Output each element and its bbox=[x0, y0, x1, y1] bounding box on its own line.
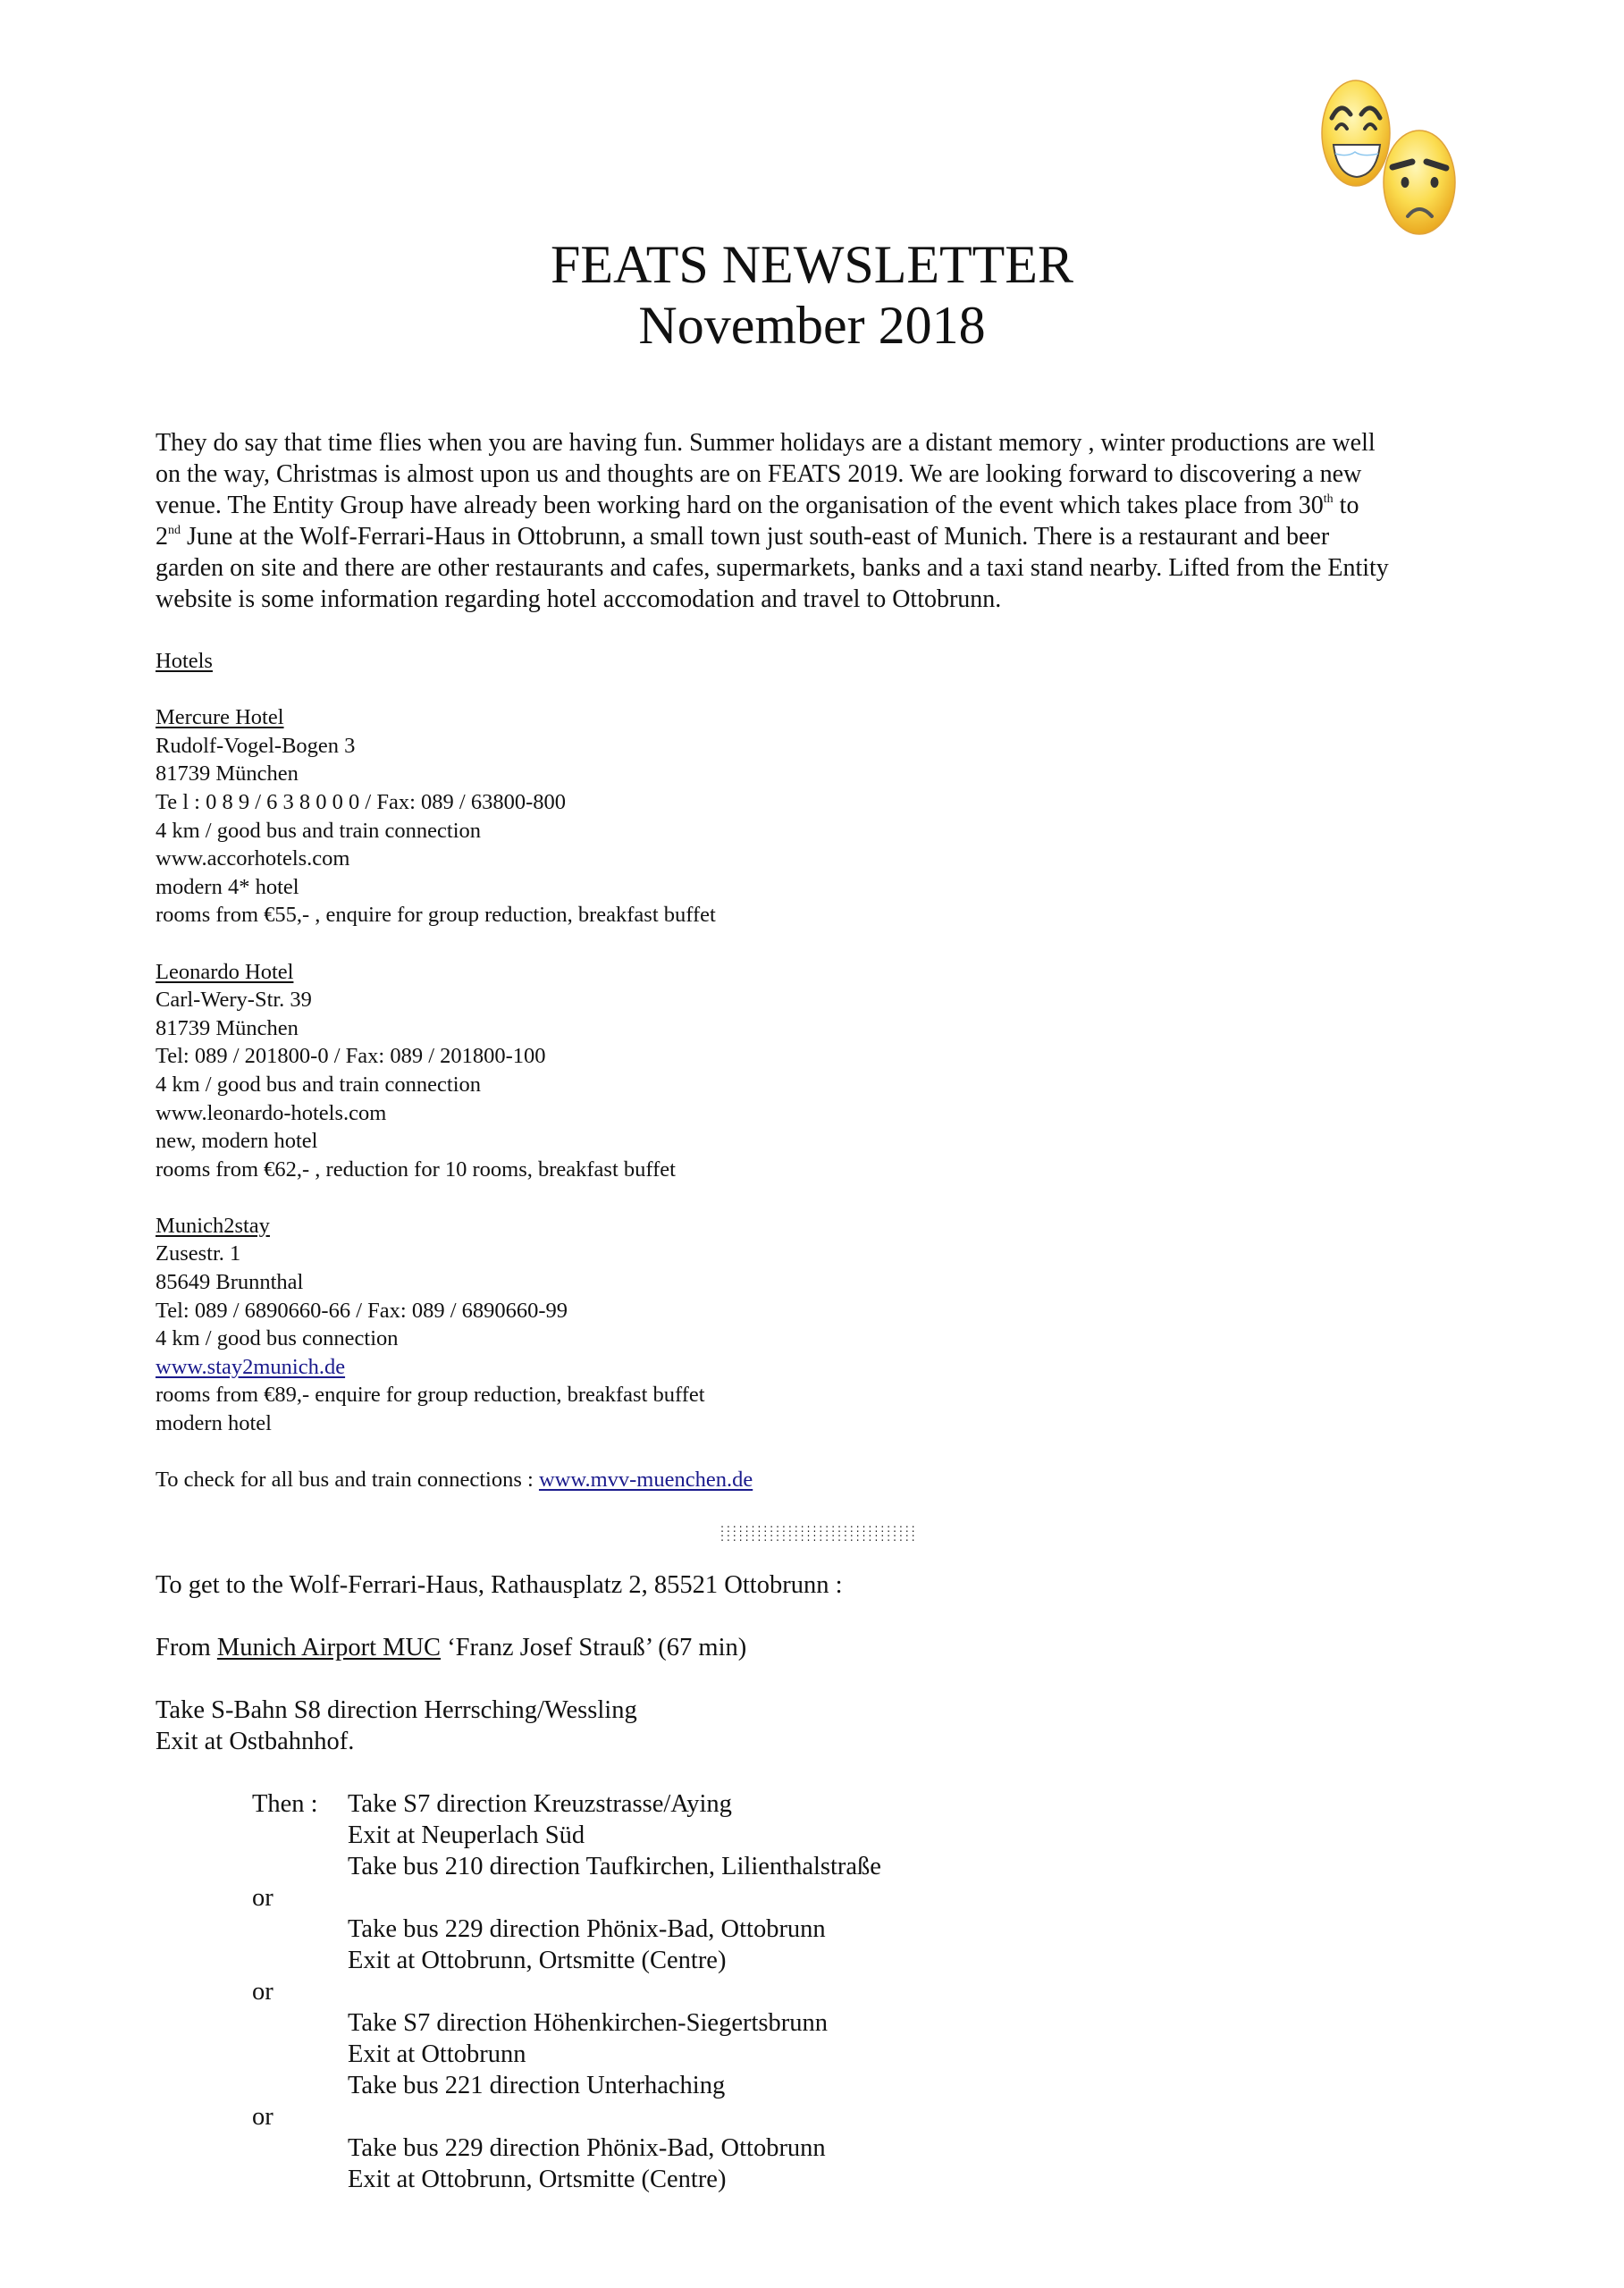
hotel-phone: Te l : 0 8 9 / 6 3 8 0 0 0 / Fax: 089 / 63800-800 bbox=[156, 789, 567, 814]
hotel-distance: 4 km / good bus and train connection bbox=[156, 818, 482, 843]
intro-line: on the way, Christmas is almost upon us and thoughts are on FEATS 2019. We are looking forward to discovering a new bbox=[156, 460, 1362, 488]
hotel-phone: Tel: 089 / 6890660-66 / Fax: 089 / 6890660-99 bbox=[156, 1298, 568, 1323]
hotel-website-link[interactable]: www.stay2munich.de bbox=[156, 1354, 346, 1379]
hotel-name: Mercure Hotel bbox=[156, 705, 284, 730]
connections-line bbox=[156, 1466, 753, 1494]
hotel-leonardo bbox=[156, 958, 753, 1184]
separator bbox=[720, 1524, 918, 1542]
directions-from: From Munich Airport MUC ‘Franz Josef Strauß’ (67 min) bbox=[156, 1634, 747, 1661]
page-subtitle: November 2018 bbox=[638, 296, 986, 355]
hotel-city: 81739 München bbox=[156, 1015, 299, 1040]
intro-line: garden on site and there are other restaurants and cafes, supermarkets, banks and a taxi stand nearby. Lifted from the Entity bbox=[156, 554, 1389, 582]
hotel-phone: Tel: 089 / 201800-0 / Fax: 089 / 201800-100 bbox=[156, 1044, 546, 1069]
hotel-address: Zusestr. 1 bbox=[156, 1241, 241, 1266]
hotel-website: www.accorhotels.com bbox=[156, 846, 350, 871]
hotels-heading: Hotels bbox=[156, 649, 213, 673]
or-label: or bbox=[252, 2103, 273, 2131]
theatre-masks-icon bbox=[1321, 75, 1464, 236]
directions-intro: To get to the Wolf-Ferrari-Haus, Rathausplatz 2, 85521 Ottobrunn : bbox=[156, 1571, 843, 1599]
route-option-4: Take bus 229 direction Phönix-Bad, Ottobrunn Exit at Ottobrunn, Ortsmitte (Centre) bbox=[348, 2134, 826, 2193]
hotel-city: 81739 München bbox=[156, 761, 299, 786]
airport-link[interactable]: Munich Airport MUC bbox=[216, 1634, 442, 1661]
intro-line: venue. The Entity Group have already been working hard on the organisation of the event which takes place from 30th to bbox=[156, 492, 1359, 519]
route-option-1: Take S7 direction Kreuzstrasse/Aying Exit at Neuperlach Süd Take bus 210 direction Taufkirchen, Lilienthalstraße bbox=[348, 1790, 881, 1880]
intro-line: 2nd June at the Wolf-Ferrari-Haus in Ottobrunn, a small town just south-east of Munich. There is a restaurant and beer bbox=[156, 523, 1330, 551]
intro-paragraph bbox=[156, 427, 1389, 615]
mvv-link[interactable]: www.mvv-muenchen.de bbox=[538, 1468, 753, 1493]
hotel-website: www.leonardo-hotels.com bbox=[156, 1100, 387, 1125]
directions-step1: Take S-Bahn S8 direction Herrsching/Wessling bbox=[156, 1696, 637, 1724]
hotel-address: Rudolf-Vogel-Bogen 3 bbox=[156, 733, 356, 758]
happy-mask-icon bbox=[1322, 80, 1390, 186]
connections-label: To check for all bus and train connections : bbox=[156, 1468, 539, 1493]
page-title: FEATS NEWSLETTER bbox=[551, 235, 1073, 294]
hotel-distance: 4 km / good bus connection bbox=[156, 1326, 399, 1351]
intro-line: website is some information regarding hotel acccomodation and travel to Ottobrunn. bbox=[156, 585, 1002, 613]
route-option-2: Take bus 229 direction Phönix-Bad, Ottobrunn Exit at Ottobrunn, Ortsmitte (Centre) bbox=[348, 1915, 826, 1974]
hotel-description: modern hotel bbox=[156, 1411, 272, 1436]
hotel-name: Leonardo Hotel bbox=[156, 959, 294, 984]
hotel-munich2stay bbox=[156, 1212, 753, 1438]
hotel-mercure bbox=[156, 703, 753, 930]
hotel-city: 85649 Brunnthal bbox=[156, 1270, 304, 1295]
hotel-rates: rooms from €55,- , enquire for group reduction, breakfast buffet bbox=[156, 903, 716, 928]
separator-dots: :::::::::::::::::::::::::::::::: bbox=[720, 1522, 918, 1535]
hotel-distance: 4 km / good bus and train connection bbox=[156, 1072, 482, 1097]
hotel-description: modern 4* hotel bbox=[156, 874, 299, 899]
directions-step2: Exit at Ostbahnhof. bbox=[156, 1728, 355, 1755]
or-label: or bbox=[252, 1884, 273, 1912]
sad-mask-icon bbox=[1384, 130, 1455, 234]
hotel-description: new, modern hotel bbox=[156, 1129, 318, 1154]
hotel-rates: rooms from €89,- enquire for group reduction, breakfast buffet bbox=[156, 1383, 705, 1408]
separator-dots-row2: :::::::::::::::::::::::::::::::: bbox=[720, 1531, 918, 1544]
intro-line: They do say that time flies when you are having fun. Summer holidays are a distant memory , winter productions are well bbox=[156, 429, 1376, 457]
hotel-rates: rooms from €62,- , reduction for 10 rooms, breakfast buffet bbox=[156, 1157, 676, 1182]
route-option-3: Take S7 direction Höhenkirchen-Siegertsbrunn Exit at Ottobrunn Take bus 221 direction Unterhaching bbox=[348, 2009, 828, 2099]
hotels-section bbox=[156, 647, 753, 1494]
hotel-name: Munich2stay bbox=[156, 1213, 270, 1238]
or-label: or bbox=[252, 1978, 273, 2006]
then-label: Then : bbox=[252, 1790, 318, 1818]
hotel-address: Carl-Wery-Str. 39 bbox=[156, 988, 312, 1013]
